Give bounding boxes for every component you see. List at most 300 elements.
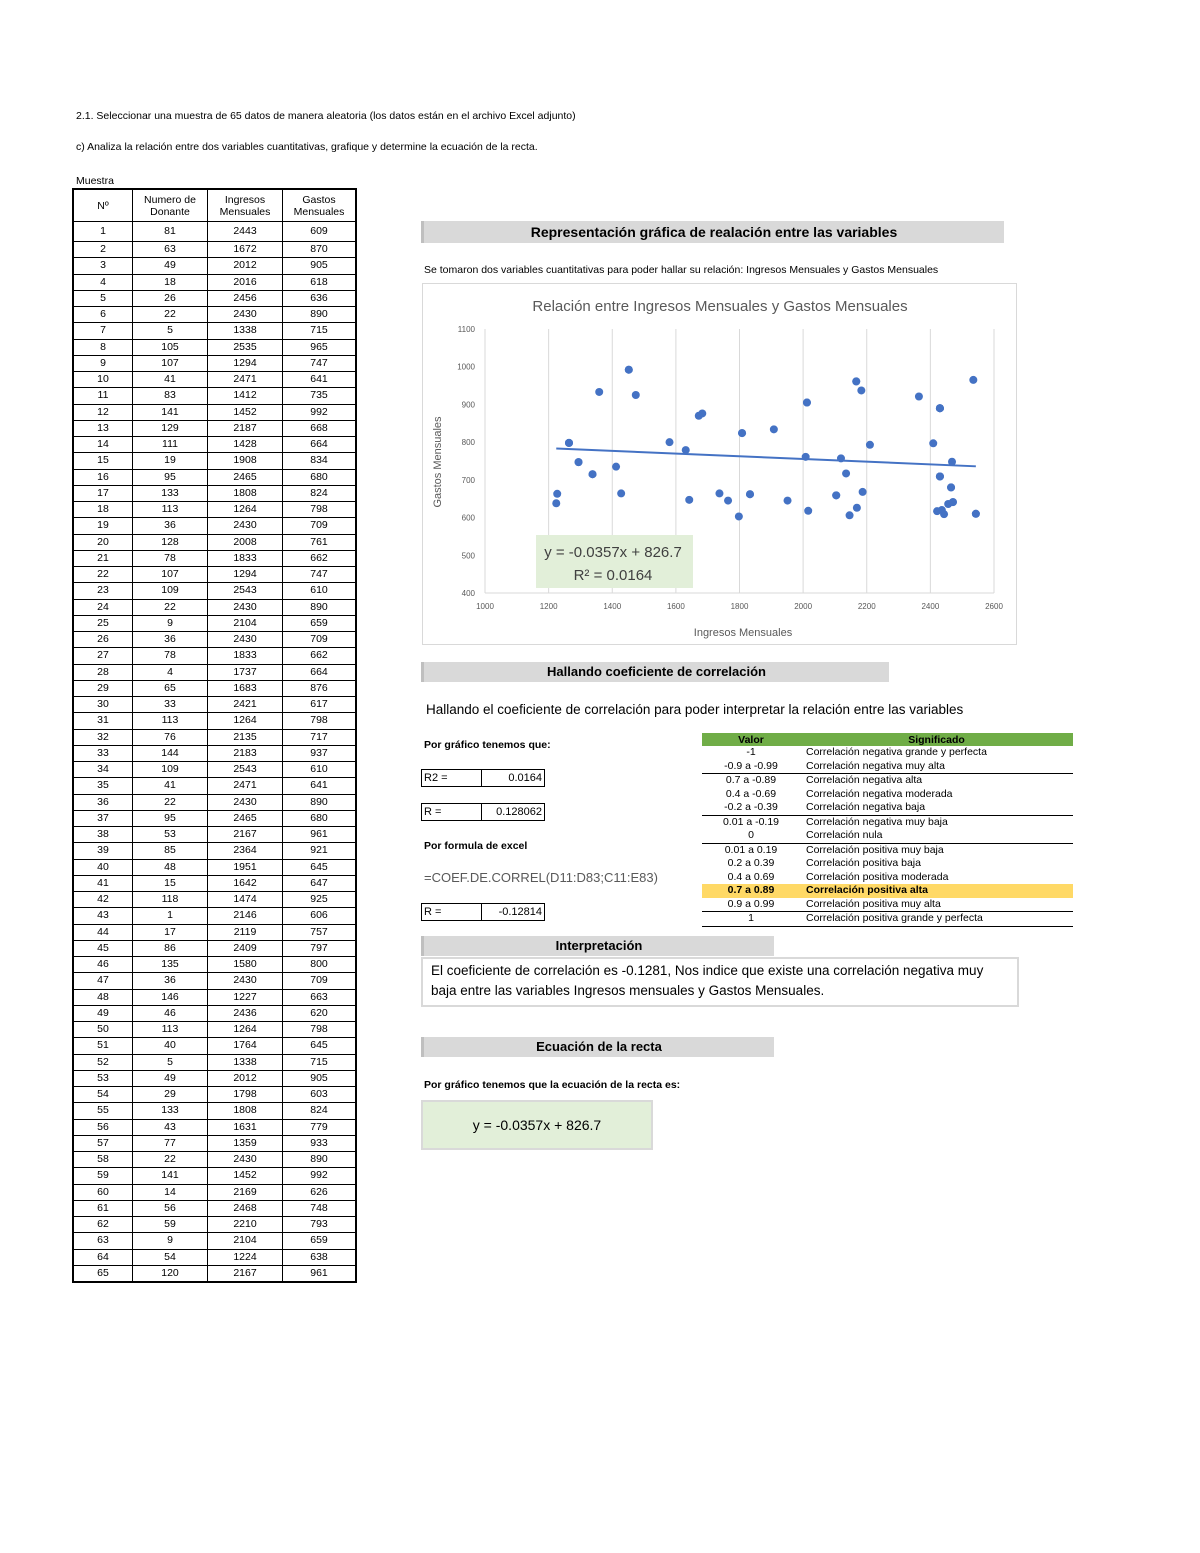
table-row	[73, 469, 356, 485]
cell-expenses: 793	[283, 1217, 357, 1233]
table-row	[73, 713, 356, 729]
cell-number: 13	[73, 420, 133, 436]
corr-table-row	[702, 801, 1073, 815]
cell-donor: 36	[133, 632, 208, 648]
cell-income: 1227	[208, 989, 283, 1005]
cell-income: 2104	[208, 615, 283, 631]
cell-income: 1672	[208, 242, 283, 258]
table-row	[73, 1168, 356, 1184]
cell-number: 37	[73, 810, 133, 826]
cell-expenses: 641	[283, 778, 357, 794]
cell-income: 1908	[208, 453, 283, 469]
table-row	[73, 534, 356, 550]
section-title-correlation: Hallando coeficiente de correlación	[421, 662, 889, 682]
cell-donor: 133	[133, 485, 208, 501]
table-row	[73, 1103, 356, 1119]
data-point	[866, 441, 874, 449]
cell-income: 1833	[208, 550, 283, 566]
cell-income: 2183	[208, 745, 283, 761]
table-row	[73, 242, 356, 258]
table-row	[73, 290, 356, 306]
cell-income: 2436	[208, 1005, 283, 1021]
x-tick-label: 1400	[603, 602, 622, 611]
cell-expenses: 662	[283, 648, 357, 664]
data-point	[846, 511, 854, 519]
chart-title: Relación entre Ingresos Mensuales y Gastos Mensuales	[532, 298, 908, 315]
corr-value: -1	[746, 746, 756, 759]
cell-income: 2430	[208, 973, 283, 989]
correlation-scale-table	[702, 733, 1073, 927]
cell-income: 1798	[208, 1087, 283, 1103]
data-point	[972, 510, 980, 518]
cell-donor: 95	[133, 469, 208, 485]
cell-number: 32	[73, 729, 133, 745]
table-row	[73, 307, 356, 323]
table-row	[73, 323, 356, 339]
cell-income: 1474	[208, 892, 283, 908]
table-row	[73, 258, 356, 274]
cell-income: 2167	[208, 1265, 283, 1282]
cell-number: 29	[73, 680, 133, 696]
cell-number: 28	[73, 664, 133, 680]
data-point	[724, 497, 732, 505]
x-tick-label: 2400	[921, 602, 940, 611]
table-row	[73, 420, 356, 436]
cell-number: 64	[73, 1249, 133, 1265]
cell-number: 14	[73, 437, 133, 453]
cell-expenses: 961	[283, 827, 357, 843]
cell-number: 34	[73, 762, 133, 778]
cell-number: 53	[73, 1070, 133, 1086]
data-point	[746, 490, 754, 498]
cell-number: 26	[73, 632, 133, 648]
column-header-number: Nº	[73, 189, 133, 222]
cell-number: 41	[73, 875, 133, 891]
data-point	[842, 469, 850, 477]
table-row	[73, 485, 356, 501]
cell-income: 2430	[208, 307, 283, 323]
cell-expenses: 715	[283, 323, 357, 339]
cell-donor: 41	[133, 778, 208, 794]
cell-donor: 36	[133, 973, 208, 989]
cell-expenses: 905	[283, 1070, 357, 1086]
cell-income: 1224	[208, 1249, 283, 1265]
cell-expenses: 618	[283, 274, 357, 290]
table-row	[73, 355, 356, 371]
cell-number: 44	[73, 924, 133, 940]
r2-value: 0.0164	[481, 769, 545, 787]
cell-donor: 118	[133, 892, 208, 908]
cell-income: 2430	[208, 518, 283, 534]
cell-number: 10	[73, 372, 133, 388]
r-formula-value: -0.12814	[481, 903, 545, 921]
cell-expenses: 779	[283, 1119, 357, 1135]
cell-income: 1642	[208, 875, 283, 891]
cell-income: 2468	[208, 1200, 283, 1216]
cell-donor: 19	[133, 453, 208, 469]
cell-income: 2471	[208, 372, 283, 388]
cell-expenses: 937	[283, 745, 357, 761]
data-point	[617, 489, 625, 497]
cell-number: 54	[73, 1087, 133, 1103]
corr-value: -0.9 a -0.99	[702, 760, 800, 774]
cell-expenses: 933	[283, 1135, 357, 1151]
cell-number: 17	[73, 485, 133, 501]
table-row	[73, 794, 356, 810]
cell-number: 43	[73, 908, 133, 924]
cell-expenses: 870	[283, 242, 357, 258]
corr-value: 0.4 a -0.69	[725, 787, 777, 800]
table-row	[73, 388, 356, 404]
cell-number: 19	[73, 518, 133, 534]
cell-income: 2430	[208, 599, 283, 615]
cell-expenses: 662	[283, 550, 357, 566]
table-row	[73, 745, 356, 761]
cell-expenses: 709	[283, 632, 357, 648]
y-tick-label: 900	[461, 400, 475, 410]
cell-donor: 59	[133, 1217, 208, 1233]
cell-income: 2169	[208, 1184, 283, 1200]
cell-expenses: 905	[283, 258, 357, 274]
cell-income: 2465	[208, 810, 283, 826]
cell-expenses: 890	[283, 794, 357, 810]
section-title-equation: Ecuación de la recta	[421, 1037, 774, 1057]
cell-income: 1631	[208, 1119, 283, 1135]
cell-donor: 22	[133, 794, 208, 810]
table-row	[73, 697, 356, 713]
cell-expenses: 757	[283, 924, 357, 940]
corr-table-row	[702, 898, 1073, 912]
y-tick-label: 1100	[457, 325, 475, 334]
corr-table-row	[702, 829, 1073, 843]
cell-donor: 22	[133, 599, 208, 615]
corr-header-meaning: Significado	[800, 733, 1073, 746]
corr-table-body	[702, 746, 1073, 926]
table-row	[73, 437, 356, 453]
data-point	[784, 497, 792, 505]
y-tick-label: 1000	[457, 362, 475, 372]
cell-number: 27	[73, 648, 133, 664]
data-point	[929, 439, 937, 447]
cell-expenses: 890	[283, 307, 357, 323]
x-axis-ticks	[476, 602, 1003, 611]
table-row	[73, 1265, 356, 1282]
cell-number: 63	[73, 1233, 133, 1249]
cell-donor: 128	[133, 534, 208, 550]
excel-formula: =COEF.DE.CORREL(D11:D83;C11:E83)	[424, 870, 658, 885]
x-tick-label: 1200	[539, 602, 558, 611]
table-row	[73, 648, 356, 664]
cell-number: 57	[73, 1135, 133, 1151]
cell-expenses: 664	[283, 437, 357, 453]
cell-donor: 9	[133, 1233, 208, 1249]
data-point	[682, 446, 690, 454]
cell-donor: 78	[133, 550, 208, 566]
corr-value: 1	[702, 912, 800, 927]
cell-expenses: 620	[283, 1005, 357, 1021]
data-point	[853, 504, 861, 512]
corr-table-row	[702, 788, 1073, 802]
data-point	[553, 490, 561, 498]
cell-expenses: 647	[283, 875, 357, 891]
cell-number: 1	[73, 222, 133, 242]
cell-expenses: 609	[283, 222, 357, 242]
cell-expenses: 797	[283, 940, 357, 956]
r-value: 0.128062	[481, 803, 545, 821]
corr-meaning: Correlación positiva muy baja	[806, 843, 944, 856]
cell-donor: 129	[133, 420, 208, 436]
data-point	[612, 463, 620, 471]
data-point	[735, 512, 743, 520]
cell-expenses: 834	[283, 453, 357, 469]
cell-donor: 120	[133, 1265, 208, 1282]
corr-meaning: Correlación positiva alta	[800, 884, 1073, 898]
table-row	[73, 859, 356, 875]
cell-income: 2104	[208, 1233, 283, 1249]
corr-table-row	[702, 843, 1073, 857]
table-row	[73, 404, 356, 420]
cell-income: 2008	[208, 534, 283, 550]
cell-number: 23	[73, 583, 133, 599]
cell-number: 30	[73, 697, 133, 713]
cell-number: 39	[73, 843, 133, 859]
data-point	[589, 470, 597, 478]
cell-donor: 56	[133, 1200, 208, 1216]
corr-table-row	[702, 815, 1073, 829]
cell-income: 2430	[208, 794, 283, 810]
cell-income: 2543	[208, 583, 283, 599]
y-tick-label: 600	[461, 513, 475, 523]
corr-table-row	[702, 884, 1073, 898]
cell-donor: 14	[133, 1184, 208, 1200]
cell-income: 1264	[208, 713, 283, 729]
cell-donor: 146	[133, 989, 208, 1005]
x-tick-label: 2200	[857, 602, 876, 611]
cell-income: 2012	[208, 1070, 283, 1086]
cell-income: 2456	[208, 290, 283, 306]
data-point	[552, 499, 560, 507]
data-point	[936, 404, 944, 412]
table-row	[73, 1022, 356, 1038]
corr-value: 0.4 a 0.69	[727, 870, 775, 883]
cell-number: 21	[73, 550, 133, 566]
cell-income: 1808	[208, 1103, 283, 1119]
cell-number: 48	[73, 989, 133, 1005]
chart-equation-label: y = -0.0357x + 826.7	[544, 544, 682, 561]
cell-donor: 85	[133, 843, 208, 859]
r2-label: R2 =	[421, 769, 482, 787]
table-row	[73, 1217, 356, 1233]
corr-table-row	[702, 760, 1073, 774]
table-row	[73, 908, 356, 924]
cell-donor: 113	[133, 1022, 208, 1038]
data-point	[632, 391, 640, 399]
cell-expenses: 747	[283, 567, 357, 583]
cell-income: 2364	[208, 843, 283, 859]
cell-income: 2167	[208, 827, 283, 843]
column-header-expenses: Gastos Mensuales	[283, 189, 357, 222]
cell-income: 1412	[208, 388, 283, 404]
data-point	[915, 393, 923, 401]
cell-income: 2409	[208, 940, 283, 956]
data-point	[804, 507, 812, 515]
table-row	[73, 1005, 356, 1021]
corr-meaning: Correlación nula	[800, 829, 1073, 843]
cell-expenses: 876	[283, 680, 357, 696]
cell-expenses: 747	[283, 355, 357, 371]
data-point	[949, 498, 957, 506]
cell-expenses: 638	[283, 1249, 357, 1265]
cell-expenses: 717	[283, 729, 357, 745]
cell-donor: 141	[133, 1168, 208, 1184]
cell-donor: 65	[133, 680, 208, 696]
corr-meaning: Correlación negativa moderada	[806, 787, 953, 800]
table-row	[73, 550, 356, 566]
by-formula-label: Por formula de excel	[424, 840, 528, 852]
chart-r2-label: R² = 0.0164	[573, 567, 653, 584]
cell-number: 7	[73, 323, 133, 339]
task-subtitle: c) Analiza la relación entre dos variables cuantitativas, grafique y determine la ecuación de la recta.	[76, 141, 538, 153]
cell-number: 24	[73, 599, 133, 615]
cell-income: 1808	[208, 485, 283, 501]
table-row	[73, 1152, 356, 1168]
cell-expenses: 798	[283, 502, 357, 518]
y-tick-label: 700	[461, 475, 475, 485]
table-row	[73, 632, 356, 648]
equation-description: Por gráfico tenemos que la ecuación de la recta es:	[424, 1079, 681, 1091]
cell-donor: 41	[133, 372, 208, 388]
table-row	[73, 778, 356, 794]
cell-income: 1264	[208, 1022, 283, 1038]
sample-data-table	[72, 188, 357, 1283]
cell-expenses: 659	[283, 1233, 357, 1249]
corr-meaning: Correlación positiva muy alta	[800, 898, 1073, 912]
cell-donor: 95	[133, 810, 208, 826]
cell-expenses: 680	[283, 469, 357, 485]
cell-income: 1294	[208, 355, 283, 371]
data-point	[625, 366, 633, 374]
cell-expenses: 610	[283, 762, 357, 778]
data-point	[936, 472, 944, 480]
cell-donor: 105	[133, 339, 208, 355]
cell-income: 1452	[208, 404, 283, 420]
cell-number: 38	[73, 827, 133, 843]
cell-donor: 5	[133, 1054, 208, 1070]
cell-donor: 77	[133, 1135, 208, 1151]
cell-expenses: 645	[283, 859, 357, 875]
cell-donor: 107	[133, 567, 208, 583]
cell-income: 1683	[208, 680, 283, 696]
table-row	[73, 924, 356, 940]
cell-expenses: 680	[283, 810, 357, 826]
cell-expenses: 890	[283, 599, 357, 615]
corr-meaning: Correlación positiva grande y perfecta	[800, 912, 1073, 927]
cell-donor: 22	[133, 307, 208, 323]
cell-number: 51	[73, 1038, 133, 1054]
cell-number: 62	[73, 1217, 133, 1233]
cell-income: 1338	[208, 323, 283, 339]
cell-expenses: 664	[283, 664, 357, 680]
corr-meaning: Correlación negativa muy baja	[806, 815, 948, 828]
cell-donor: 109	[133, 583, 208, 599]
cell-income: 2146	[208, 908, 283, 924]
interpretation-text: El coeficiente de correlación es -0.1281, Nos indice que existe una correlación negativa muy baja entre las variables Ingresos mensuales y Gastos Mensuales.	[421, 957, 1019, 1007]
cell-donor: 18	[133, 274, 208, 290]
cell-income: 2465	[208, 469, 283, 485]
cell-income: 1580	[208, 957, 283, 973]
table-row	[73, 1087, 356, 1103]
cell-number: 35	[73, 778, 133, 794]
table-row	[73, 453, 356, 469]
cell-number: 65	[73, 1265, 133, 1282]
cell-donor: 81	[133, 222, 208, 242]
corr-value: 0.9 a 0.99	[702, 898, 800, 912]
table-row	[73, 339, 356, 355]
table-row	[73, 664, 356, 680]
table-row	[73, 1184, 356, 1200]
table-row	[73, 222, 356, 242]
cell-expenses: 641	[283, 372, 357, 388]
corr-meaning: Correlación positiva moderada	[806, 870, 949, 883]
y-axis-label: Gastos Mensuales	[432, 416, 444, 508]
cell-number: 11	[73, 388, 133, 404]
data-point	[685, 496, 693, 504]
table-row	[73, 1054, 356, 1070]
table-row	[73, 843, 356, 859]
corr-value: 0.01 a 0.19	[724, 843, 778, 856]
cell-donor: 29	[133, 1087, 208, 1103]
cell-expenses: 961	[283, 1265, 357, 1282]
table-row	[73, 1249, 356, 1265]
cell-number: 3	[73, 258, 133, 274]
corr-value: 0.7 a -0.89	[725, 774, 777, 787]
corr-table-row	[702, 774, 1073, 788]
cell-expenses: 645	[283, 1038, 357, 1054]
cell-expenses: 663	[283, 989, 357, 1005]
cell-expenses: 709	[283, 973, 357, 989]
cell-number: 45	[73, 940, 133, 956]
cell-income: 1294	[208, 567, 283, 583]
cell-number: 4	[73, 274, 133, 290]
corr-value: 0.01 a -0.19	[722, 815, 780, 828]
cell-expenses: 603	[283, 1087, 357, 1103]
cell-number: 49	[73, 1005, 133, 1021]
cell-number: 60	[73, 1184, 133, 1200]
cell-donor: 86	[133, 940, 208, 956]
cell-donor: 135	[133, 957, 208, 973]
cell-expenses: 925	[283, 892, 357, 908]
table-row	[73, 502, 356, 518]
cell-number: 52	[73, 1054, 133, 1070]
table-row	[73, 957, 356, 973]
cell-donor: 33	[133, 697, 208, 713]
table-row	[73, 1119, 356, 1135]
cell-number: 59	[73, 1168, 133, 1184]
cell-income: 1764	[208, 1038, 283, 1054]
cell-expenses: 709	[283, 518, 357, 534]
table-row	[73, 973, 356, 989]
section-title-interpretation: Interpretación	[421, 936, 774, 956]
cell-number: 18	[73, 502, 133, 518]
cell-income: 2471	[208, 778, 283, 794]
data-point	[770, 425, 778, 433]
cell-income: 1359	[208, 1135, 283, 1151]
cell-income: 1951	[208, 859, 283, 875]
cell-donor: 83	[133, 388, 208, 404]
corr-meaning: Correlación positiva baja	[806, 857, 921, 870]
cell-expenses: 610	[283, 583, 357, 599]
cell-number: 42	[73, 892, 133, 908]
